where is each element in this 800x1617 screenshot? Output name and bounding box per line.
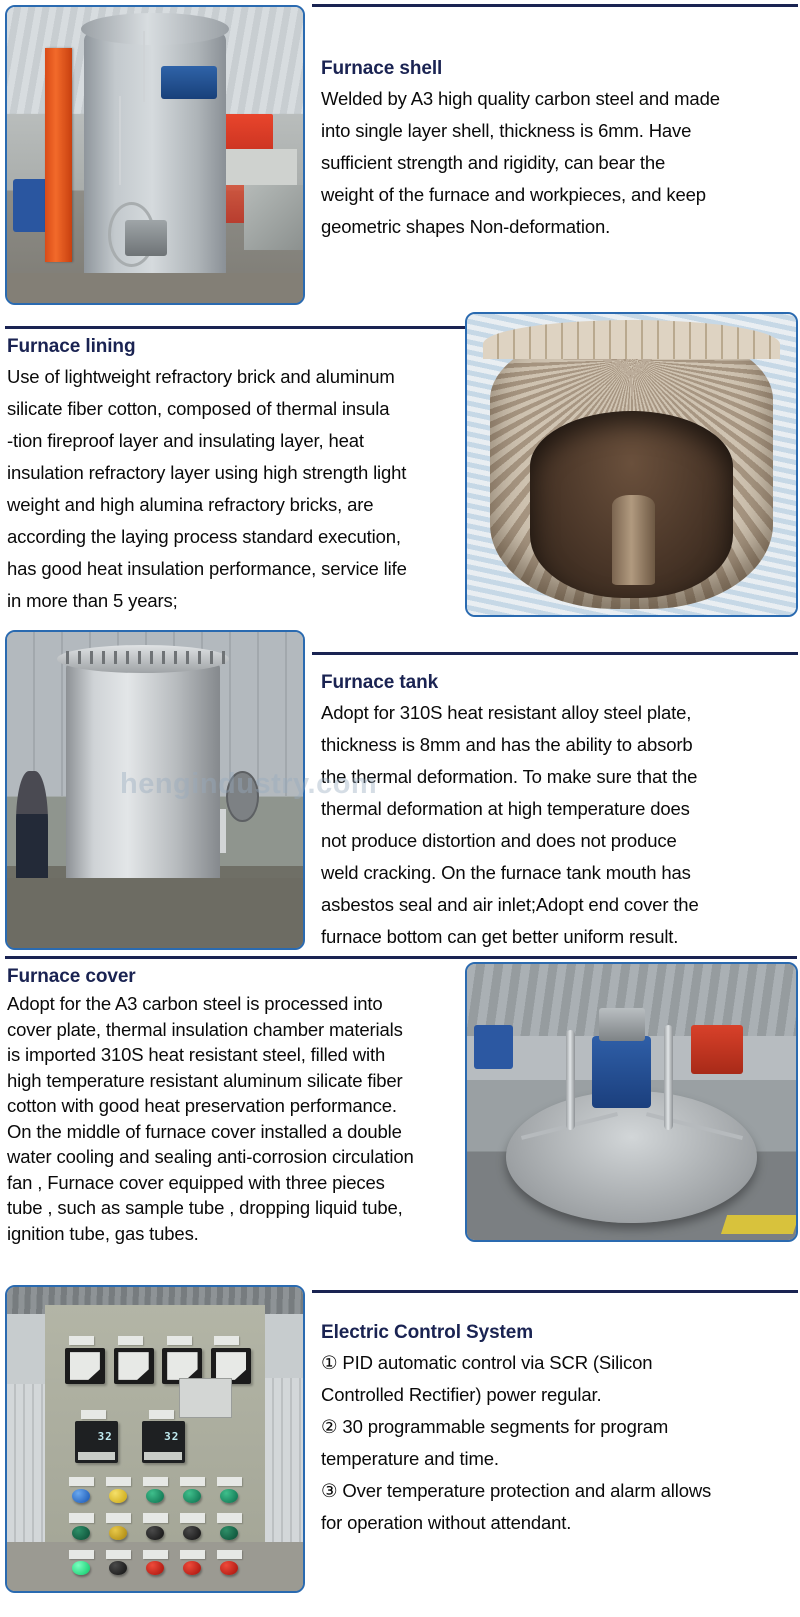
push-button [109,1526,127,1540]
push-button [183,1489,201,1503]
section-body: Welded by A3 high quality carbon steel and made into single layer shell, thickness is 6mm. Have sufficient strength and rigidity, can bear the weight of the furnace and workpieces, and keep geometric shapes Non-deformation. [321,88,720,237]
photo-furnace-cover [465,962,798,1242]
pid-display-value: 32 [97,1430,113,1444]
push-button [220,1489,238,1503]
text-furnace-lining [7,336,469,617]
section-heading: Furnace tank [321,672,439,693]
indicator-lamp [72,1561,90,1575]
section-heading: Electric Control System [321,1322,534,1343]
section-body: Adopt for the A3 carbon steel is processed into cover plate, thermal insulation chamber materials is imported 310S heat resistant steel, filled with high temperature resistant aluminum silicate fiber cotton with good heat preservation performance. On the middle of furnace cover installed a double water cooling and sealing anti-corrosion circulation fan , Furnace cover equipped with three pieces tube , such as sample tube , dropping liquid tube, ignition tube, gas tubes. [7,993,414,1244]
section-divider-2 [5,326,465,329]
push-button [146,1561,164,1575]
selector-switch [109,1561,127,1575]
pid-controller-left [75,1421,118,1464]
section-divider-1 [312,4,798,7]
section-divider-3 [312,652,798,655]
push-button [72,1489,90,1503]
text-furnace-cover [7,966,469,1246]
section-heading: Furnace shell [321,58,443,79]
section-divider-5 [312,1290,798,1293]
section-heading: Furnace lining [7,336,136,357]
selector-switch [146,1526,164,1540]
analog-meter [114,1348,154,1384]
push-button [146,1489,164,1503]
pid-display-value: 32 [164,1430,180,1444]
push-button [72,1526,90,1540]
section-body: Use of lightweight refractory brick and aluminum silicate fiber cotton, composed of thermal insula -tion fireproof layer and insulating layer, heat insulation refractory layer using high strength light weight and high alumina refractory bricks, are according the laying process standard execution, has good heat insulation performance, service life in more than 5 years; [7,366,407,611]
photo-control-panel [5,1285,305,1593]
photo-furnace-lining [465,312,798,617]
section-divider-4 [5,956,797,959]
selector-switch [183,1526,201,1540]
section-body: ① PID automatic control via SCR (Silicon Controlled Rectifier) power regular. ② 30 programmable segments for program temperature and time. ③ Over temperature protection and alarm allows for operation without attendant. [321,1352,712,1533]
push-button [109,1489,127,1503]
text-furnace-shell [321,58,799,243]
push-button [220,1561,238,1575]
site-watermark: hengindustry.com [120,768,378,800]
section-body: Adopt for 310S heat resistant alloy steel plate, thickness is 8mm and has the ability to absorb the thermal deformation. To make sure that the thermal deformation at high temperature does not produce distortion and does not produce weld cracking. On the furnace tank mouth has asbestos seal and air inlet;Adopt end cover the furnace bottom can get better uniform result. [321,702,699,947]
text-electric-control-system [321,1322,799,1539]
push-button [183,1561,201,1575]
photo-furnace-shell [5,5,305,305]
push-button [220,1526,238,1540]
pid-controller-right [142,1421,185,1464]
analog-meter [65,1348,105,1384]
text-furnace-tank [321,672,799,953]
nameplate [179,1378,232,1418]
section-heading: Furnace cover [7,966,136,987]
photo-furnace-tank [5,630,305,950]
